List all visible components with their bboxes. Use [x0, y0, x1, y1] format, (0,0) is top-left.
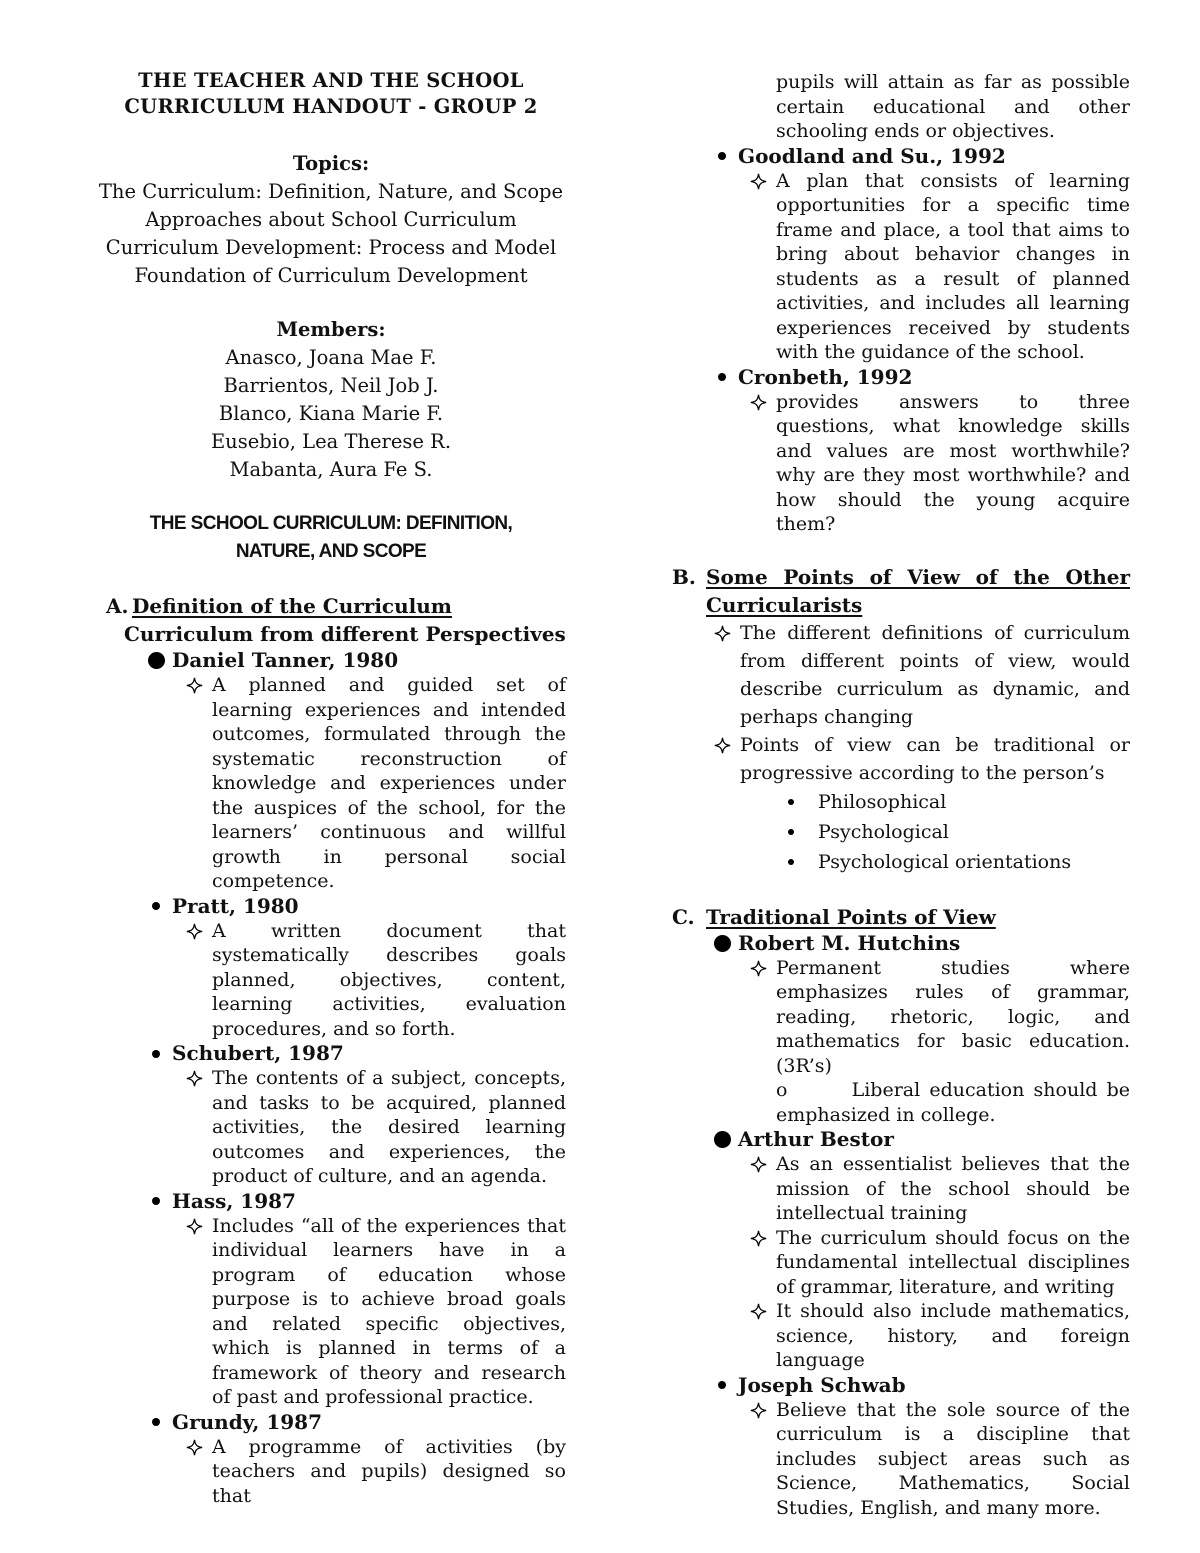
person-bestor: Arthur Bestor	[668, 1127, 1130, 1152]
person-goodland: Goodland and Su., 1992	[668, 144, 1130, 169]
bullet-icon	[140, 1041, 172, 1066]
section-b-heading: B. Some Points of View of the Other Curricularists	[672, 564, 1130, 617]
definition-item: provides answers to three questions, what knowledge skills and values are most worthwhile? why are they most worthwhile? and how should the young acquire them?	[668, 390, 1130, 537]
members-block	[96, 316, 566, 484]
right-column	[668, 70, 1130, 1520]
topic-item: Foundation of Curriculum Development	[134, 264, 528, 287]
person-hass: Hass, 1987	[96, 1189, 566, 1214]
member-name: Blanco, Kiana Marie F.	[218, 402, 444, 425]
star-bullet-icon	[740, 1299, 776, 1373]
person-pratt: Pratt, 1980	[96, 894, 566, 919]
circle-bullet-icon: o	[776, 1079, 788, 1101]
topics-block	[96, 150, 566, 290]
bullet-icon	[140, 894, 172, 919]
section-a-continued	[668, 70, 1130, 537]
star-bullet-icon	[740, 1152, 776, 1226]
section-c-heading: C. Traditional Points of View	[672, 904, 996, 929]
bullet-icon	[706, 1373, 738, 1398]
star-bullet-icon	[740, 956, 776, 1079]
star-bullet-icon	[740, 1398, 776, 1521]
definition-item: A plan that consists of learning opportunities for a specific time frame and place, a tool that aims to bring about behavior changes in students as a result of planned activities, and includes all learning experiences received by students with the guidance of the school.	[668, 169, 1130, 365]
definition-item: A written document that systematically describes goals planned, objectives, content, learning activities, evaluation procedures, and so forth.	[96, 919, 566, 1042]
viewpoint-item: The curriculum should focus on the fundamental intellectual disciplines of grammar, literature, and writing	[668, 1226, 1130, 1300]
definition-item: Includes “all of the experiences that individual learners have in a program of education whose purpose is to achieve broad goals and related specific objectives, which is planned in terms of a framework of theory and research of past and professional practice.	[96, 1214, 566, 1410]
viewpoint-item: Points of view can be traditional or progressive according to the person’s	[668, 731, 1130, 787]
viewpoint-item: It should also include mathematics, science, history, and foreign language	[668, 1299, 1130, 1373]
section-a-subtitle: Curriculum from different Perspectives	[124, 622, 566, 646]
members-label: Members:	[276, 318, 386, 341]
bullet-icon	[706, 931, 738, 956]
topic-item: Curriculum Development: Process and Model	[105, 236, 557, 259]
member-name: Barrientos, Neil Job J.	[223, 374, 439, 397]
person-hutchins: Robert M. Hutchins	[668, 931, 1130, 956]
star-bullet-icon	[740, 169, 776, 365]
topic-item: The Curriculum: Definition, Nature, and Scope	[98, 180, 564, 203]
section-title: THE SCHOOL CURRICULUM: DEFINITION, NATURE, AND SCOPE	[149, 513, 513, 562]
person-cronbeth: Cronbeth, 1992	[668, 365, 1130, 390]
member-name: Eusebio, Lea Therese R.	[210, 430, 452, 453]
viewpoint-item: As an essentialist believes that the mission of the school should be intellectual training	[668, 1152, 1130, 1226]
viewpoint-item: Believe that the sole source of the curriculum is a discipline that includes subject areas such as Science, Mathematics, Social Studies, English, and many more.	[668, 1398, 1130, 1521]
star-bullet-icon	[176, 1435, 212, 1509]
section-a-heading: A. Definition of the Curriculum	[106, 594, 452, 618]
list-item: Psychological orientations	[788, 847, 1130, 877]
star-bullet-icon	[704, 619, 740, 731]
star-bullet-icon	[176, 1066, 212, 1189]
list-item: Philosophical	[788, 787, 1130, 817]
star-bullet-icon	[176, 919, 212, 1042]
left-column	[96, 68, 566, 1508]
topics-label: Topics:	[292, 152, 370, 175]
definition-item: A programme of activities (by teachers and pupils) designed so that	[96, 1435, 566, 1509]
star-bullet-icon	[704, 731, 740, 787]
member-name: Anasco, Joana Mae F.	[225, 346, 437, 369]
section-a	[96, 592, 566, 1508]
viewpoint-item: The different definitions of curriculum from different points of view, would describe curriculum as dynamic, and perhaps changing	[668, 619, 1130, 731]
document-title: THE TEACHER AND THE SCHOOL CURRICULUM HANDOUT - GROUP 2	[124, 69, 538, 118]
star-bullet-icon	[740, 1226, 776, 1300]
person-tanner: Daniel Tanner, 1980	[96, 648, 566, 673]
bullet-icon	[706, 1127, 738, 1152]
star-bullet-icon	[740, 390, 776, 537]
star-bullet-icon	[176, 673, 212, 894]
star-bullet-icon	[176, 1214, 212, 1410]
topic-item: Approaches about School Curriculum	[145, 208, 517, 231]
viewpoint-item: Permanent studies where emphasizes rules of grammar, reading, rhetoric, logic, and mathematics for basic education. (3R’s)	[668, 956, 1130, 1079]
person-schubert: Schubert, 1987	[96, 1041, 566, 1066]
bullet-icon	[140, 1410, 172, 1435]
definition-item-continued: pupils will attain as far as possible certain educational and other schooling ends or objectives.	[776, 71, 1130, 142]
section-b	[668, 563, 1130, 877]
bullet-icon	[140, 1189, 172, 1214]
list-item: Psychological	[788, 817, 1130, 847]
person-grundy: Grundy, 1987	[96, 1410, 566, 1435]
definition-item: The contents of a subject, concepts, and tasks to be acquired, planned activities, the desired learning outcomes and experiences, the product of culture, and an agenda.	[96, 1066, 566, 1189]
definition-item: A planned and guided set of learning experiences and intended outcomes, formulated through the systematic reconstruction of knowledge and experiences under the auspices of the school, for the learners’ continuous and willful growth in personal social competence.	[96, 673, 566, 894]
bullet-icon	[706, 365, 738, 390]
bullet-icon	[706, 144, 738, 169]
sub-point: o Liberal education should be emphasized in college.	[776, 1079, 1130, 1126]
section-c	[668, 903, 1130, 1521]
bullet-icon	[140, 648, 172, 673]
member-name: Mabanta, Aura Fe S.	[229, 458, 433, 481]
person-schwab: Joseph Schwab	[668, 1373, 1130, 1398]
orientation-list	[668, 787, 1130, 877]
